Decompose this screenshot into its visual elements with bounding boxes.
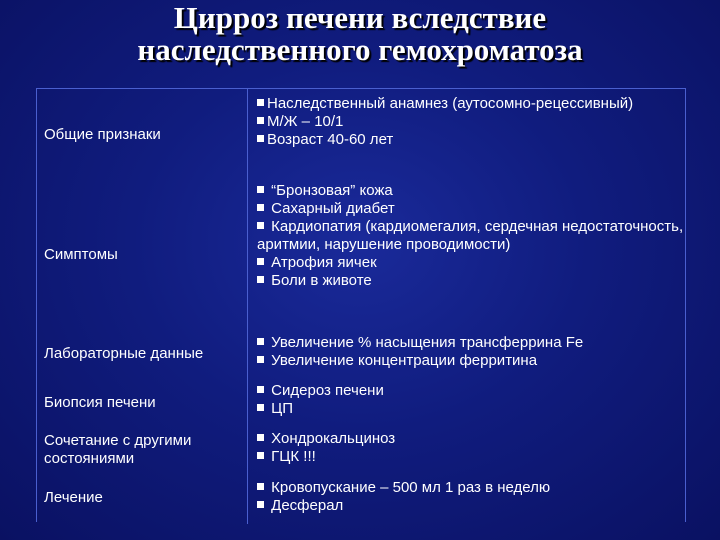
list-item <box>257 182 685 200</box>
row-content-liver-biopsy <box>257 382 685 418</box>
square-bullet-icon <box>257 222 264 229</box>
row-content-comorbidities <box>257 430 685 466</box>
list-item-text: Наследственный анамнез (аутосомно-рецессивный) <box>267 95 634 112</box>
row-label-treatment: Лечение <box>44 489 103 506</box>
row-label-comorbidities: Сочетание с другими состояниями <box>44 432 192 467</box>
row-content-general-signs <box>257 95 685 149</box>
table-column-divider <box>247 88 248 524</box>
list-item-text: Возраст 40-60 лет <box>267 131 394 148</box>
square-bullet-icon <box>257 434 264 441</box>
square-bullet-icon <box>257 204 264 211</box>
list-item-text: Десферал <box>271 497 344 514</box>
square-bullet-icon <box>257 117 264 124</box>
row-content-lab-data <box>257 334 685 370</box>
list-item-text: Сахарный диабет <box>271 200 395 217</box>
slide-title-line-2: наследственного гемохроматоза <box>137 32 583 67</box>
list-item <box>257 430 685 448</box>
list-item-text: Боли в животе <box>271 272 372 289</box>
list-item <box>257 382 685 400</box>
list-item-text: Увеличение % насыщения трансферрина Fe <box>271 334 584 351</box>
list-item <box>257 131 685 149</box>
list-item-text: Сидероз печени <box>271 382 384 399</box>
list-item-text: Хондрокальциноз <box>271 430 396 447</box>
square-bullet-icon <box>257 356 264 363</box>
square-bullet-icon <box>257 386 264 393</box>
list-item-text: Кардиопатия (кардиомегалия, сердечная недостаточность, аритмии, нарушение проводимости) <box>257 218 684 253</box>
square-bullet-icon <box>257 452 264 459</box>
list-item <box>257 218 685 254</box>
square-bullet-icon <box>257 404 264 411</box>
row-label-liver-biopsy: Биопсия печени <box>44 394 156 411</box>
list-item <box>257 352 685 370</box>
list-item-text: Кровопускание – 500 мл 1 раз в неделю <box>271 479 551 496</box>
square-bullet-icon <box>257 99 264 106</box>
list-item-text: ЦП <box>271 400 294 417</box>
list-item-text: ГЦК !!! <box>271 448 316 465</box>
list-item <box>257 479 685 497</box>
list-item <box>257 113 685 131</box>
list-item-text: “Бронзовая” кожа <box>271 182 393 199</box>
list-item <box>257 334 685 352</box>
square-bullet-icon <box>257 135 264 142</box>
row-label-lab-data: Лабораторные данные <box>44 345 204 362</box>
row-content-symptoms <box>257 182 685 290</box>
list-item-text: Атрофия яичек <box>271 254 377 271</box>
list-item-text: М/Ж – 10/1 <box>267 113 344 130</box>
square-bullet-icon <box>257 186 264 193</box>
slide-title <box>0 2 720 66</box>
list-item <box>257 497 685 515</box>
row-label-general-signs: Общие признаки <box>44 126 161 143</box>
row-label-symptoms: Симптомы <box>44 246 118 263</box>
list-item <box>257 400 685 418</box>
square-bullet-icon <box>257 501 264 508</box>
row-content-treatment <box>257 479 685 515</box>
square-bullet-icon <box>257 483 264 490</box>
square-bullet-icon <box>257 276 264 283</box>
slide-title-line-1: Цирроз печени вследствие <box>173 0 547 35</box>
list-item <box>257 95 685 113</box>
square-bullet-icon <box>257 338 264 345</box>
list-item <box>257 254 685 272</box>
list-item <box>257 200 685 218</box>
list-item <box>257 448 685 466</box>
list-item <box>257 272 685 290</box>
list-item-text: Увеличение концентрации ферритина <box>271 352 538 369</box>
square-bullet-icon <box>257 258 264 265</box>
